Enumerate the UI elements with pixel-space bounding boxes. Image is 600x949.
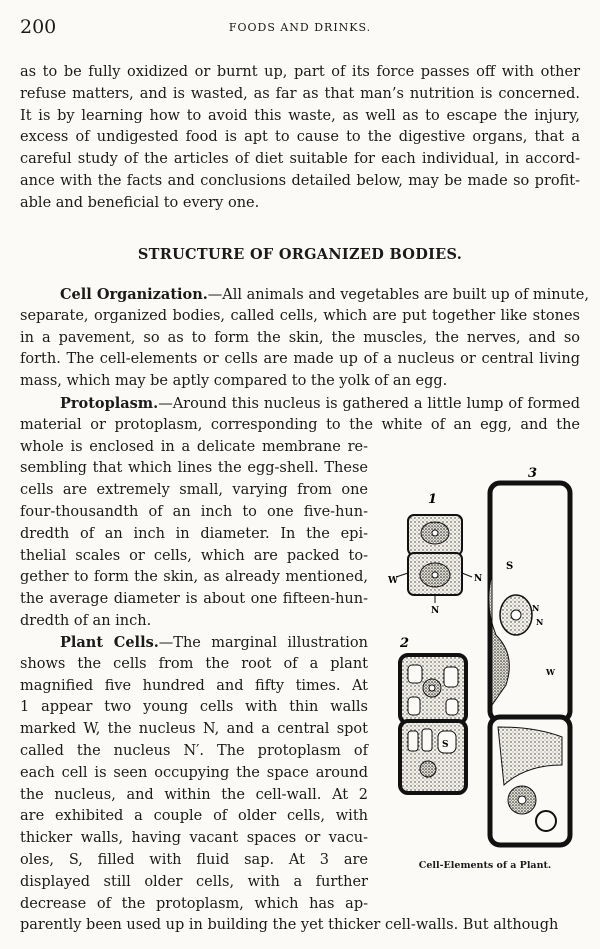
figure-label-2: 2 (400, 636, 410, 651)
figure-label-3: 3 (528, 466, 538, 481)
text-line: gether to form the skin, as already mentioned, (20, 569, 368, 586)
text-line: excess of undigested food is apt to cause to the digestive organs, that a (20, 129, 580, 146)
text-line: the average diameter is about one fifteen-hun- (20, 591, 368, 608)
label-nucleus: N (474, 574, 483, 584)
paragraph-heading: Protoplasm. (60, 395, 159, 412)
figure-2-older-cells (399, 636, 466, 793)
label-nucleus-prime-3: N (536, 617, 544, 627)
text-line: displayed still older cells, with a further (20, 873, 368, 890)
figure-label-1: 1 (428, 492, 438, 507)
text-line: decrease of the protoplasm, which has ap- (20, 895, 368, 912)
text-line: thelial scales or cells, which are packed to- (20, 547, 368, 564)
label-nucleus-bottom: N (431, 606, 440, 616)
text-line: oles, S, filled with fluid sap. At 3 are (20, 851, 368, 868)
cell-elements-illustration (386, 465, 586, 885)
page-number: 200 (20, 16, 57, 38)
text-line: whole is enclosed in a delicate membrane re- (20, 438, 368, 455)
intro-paragraph (20, 62, 580, 215)
running-head (20, 16, 580, 40)
text-line: the nucleus, and within the cell-wall. At 2 (20, 786, 368, 803)
text-line: shows the cells from the root of a plant (20, 655, 368, 672)
text-line: thicker walls, having vacant spaces or vacu- (20, 830, 368, 847)
label-sap: S (442, 740, 449, 750)
figure-1-young-cells (387, 492, 482, 616)
text-line: dredth of an inch in diameter. In the epi- (20, 525, 368, 542)
text-line: able and beneficial to every one. (20, 194, 260, 211)
text-line: dredth of an inch. (20, 612, 152, 629)
text-line: are exhibited a couple of older cells, with (20, 808, 368, 825)
label-wall-3: W (546, 667, 555, 677)
paragraph-heading: Plant Cells. (60, 634, 159, 651)
text-line: careful study of the articles of diet suitable for each individual, in accord- (20, 151, 580, 168)
text-line: ance with the facts and conclusions detailed below, may be made so profit- (20, 172, 580, 189)
text-line: each cell is seen occupying the space around (20, 764, 368, 781)
label-wall: W (388, 576, 399, 586)
text-line: magnified five hundred and fifty times. At (20, 677, 368, 694)
text-line: forth. The cell-elements or cells are made up of a nucleus or central living (20, 351, 580, 368)
running-title: FOODS AND DRINKS. (228, 21, 372, 34)
text-line: in a pavement, so as to form the skin, the muscles, the nerves, and so (20, 329, 580, 346)
label-nucleus-3: N (532, 603, 540, 613)
text-line: cells are extremely small, varying from one (20, 482, 368, 499)
text-line: refuse matters, and is wasted, as far as that man’s nutrition is concerned. (20, 85, 580, 102)
text-run: —The marginal illustration (158, 635, 368, 651)
label-sap-3: S (506, 561, 514, 572)
paragraph-heading: Cell Organization. (60, 286, 208, 303)
text-line: four-thousandth of an inch to one five-hun- (20, 503, 368, 520)
text-run: —All animals and vegetables are built up of minute, (207, 287, 590, 303)
text-line: 1 appear two young cells with thin walls (20, 699, 368, 716)
text-run: —Around this nucleus is gathered a little lump of formed (158, 396, 580, 412)
figure-3-oldest-cells (489, 466, 570, 845)
text-line: material or protoplasm, corresponding to the white of an egg, and the (20, 416, 580, 433)
text-line: sembling that which lines the egg-shell. These (20, 460, 368, 477)
text-line: as to be fully oxidized or burnt up, part of its force passes off with other (20, 64, 580, 80)
figure-caption: Cell-Elements of a Plant. (418, 860, 552, 871)
text-line: mass, which may be aptly compared to the yolk of an egg. (20, 373, 448, 390)
text-line: parently been used up in building the yet thicker cell-walls. But although (20, 917, 559, 934)
cell-diagram (386, 465, 586, 885)
text-line: It is by learning how to avoid this waste, as well as to escape the injury, (20, 107, 580, 124)
text-line: marked W, the nucleus N, and a central spot (20, 721, 368, 738)
cell-organization-paragraph (20, 284, 590, 393)
text-line: called the nucleus N′. The protoplasm of (20, 742, 368, 759)
text-line: separate, organized bodies, called cells, which are put together like stones (20, 307, 580, 324)
section-title: STRUCTURE OF ORGANIZED BODIES. (137, 246, 463, 263)
